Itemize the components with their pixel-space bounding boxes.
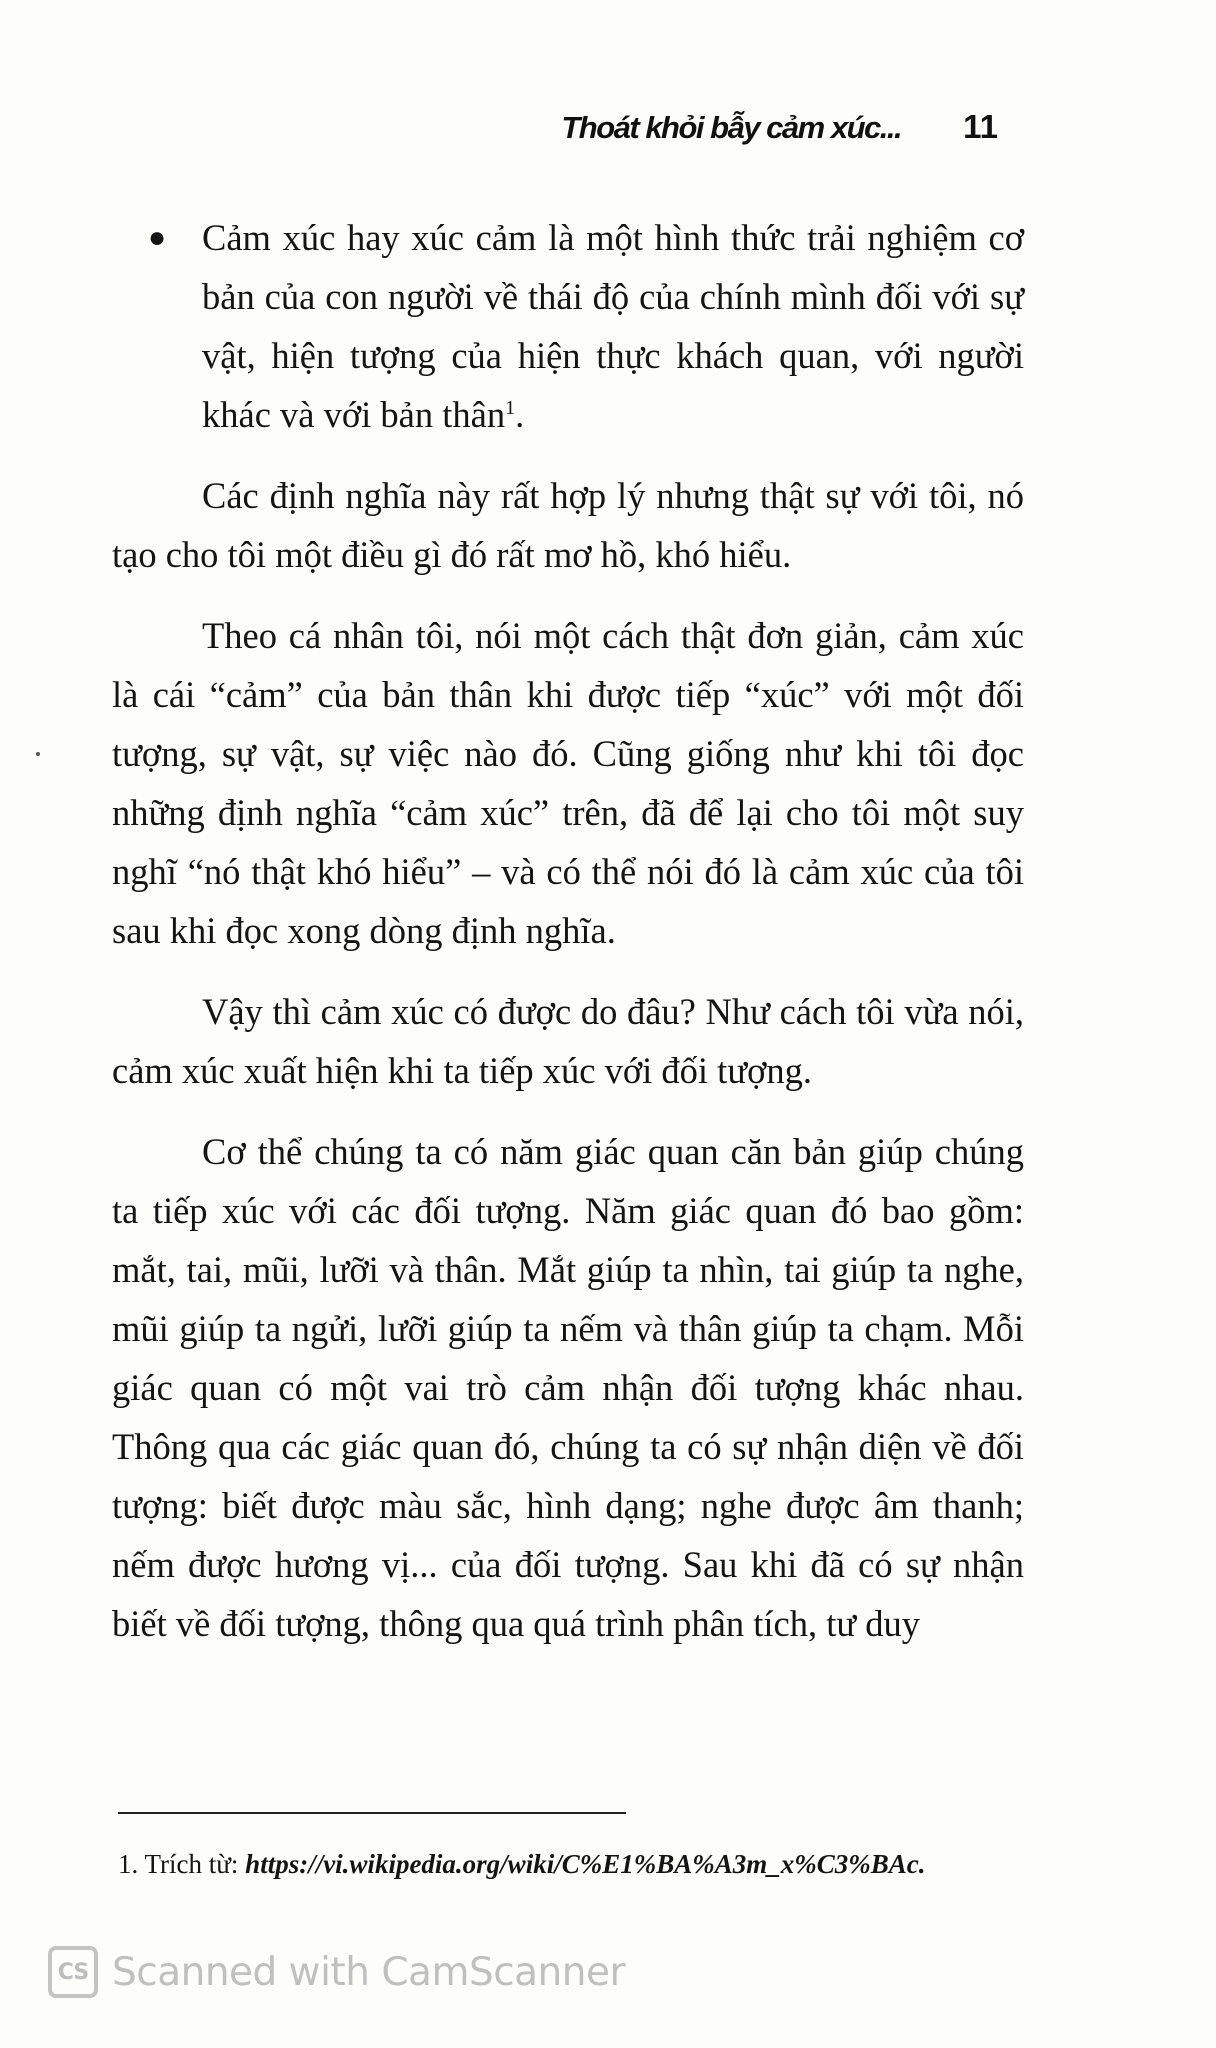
watermark-text: Scanned with CamScanner: [112, 1949, 626, 1995]
paragraph-1: Các định nghĩa này rất hợp lý nhưng thật sự với tôi, nó tạo cho tôi một điều gì đó rất mơ hồ, khó hiểu.: [112, 475, 1024, 575]
paragraph-3: Vậy thì cảm xúc có được do đâu? Như cách tôi vừa nói, cảm xúc xuất hiện khi ta tiếp xúc với đối tượng.: [112, 991, 1024, 1091]
footnote-reference: 1: [505, 396, 516, 419]
running-head: [561, 108, 998, 146]
paragraph-4: Cơ thể chúng ta có năm giác quan căn bản giúp chúng ta tiếp xúc với các đối tượng. Năm giác quan đó bao gồm: mắt, tai, mũi, lưỡi và thân. Mắt giúp ta nhìn, tai giúp ta nghe, mũi giúp ta ngửi, lưỡi giúp ta nếm và thân giúp ta chạm. Mỗi giác quan có một vai trò cảm nhận đối tượng khác nhau. Thông qua các giác quan đó, chúng ta có sự nhận diện về đối tượng: biết được màu sắc, hình dạng; nghe được âm thanh; nếm được hương vị... của đối tượng. Sau khi đã có sự nhận biết về đối tượng, thông qua quá trình phân tích, tư duy: [112, 1131, 1024, 1644]
scan-speck: [36, 752, 40, 756]
footnote-url: https://vi.wikipedia.org/wiki/C%E1%BA%A3m_x%C3%BAc.: [245, 1849, 926, 1879]
body-text: [112, 208, 1024, 1675]
bullet-icon: ●: [148, 221, 167, 254]
footnote: [118, 1846, 1018, 1882]
scanner-watermark: [48, 1946, 625, 1998]
footnote-label: 1. Trích từ:: [118, 1849, 239, 1879]
bullet-definition: [112, 208, 1024, 444]
page-number: 11: [963, 108, 998, 145]
running-title: Thoát khỏi bẫy cảm xúc...: [561, 110, 902, 145]
footnote-divider: [118, 1812, 626, 1814]
camscanner-logo-icon: CS: [48, 1946, 98, 1998]
bullet-text: Cảm xúc hay xúc cảm là một hình thức trải nghiệm cơ bản của con người về thái độ của chính mình đối với sự vật, hiện tượng của hiện thực khách quan, với người khác và với bản thân: [202, 217, 1024, 435]
paragraph-2: Theo cá nhân tôi, nói một cách thật đơn giản, cảm xúc là cái “cảm” của bản thân khi được tiếp “xúc” với một đối tượng, sự vật, sự việc nào đó. Cũng giống như khi tôi đọc những định nghĩa “cảm xúc” trên, đã để lại cho tôi một suy nghĩ “nó thật khó hiểu” – và có thể nói đó là cảm xúc của tôi sau khi đọc xong dòng định nghĩa.: [112, 615, 1024, 951]
bullet-tail: .: [515, 394, 525, 435]
